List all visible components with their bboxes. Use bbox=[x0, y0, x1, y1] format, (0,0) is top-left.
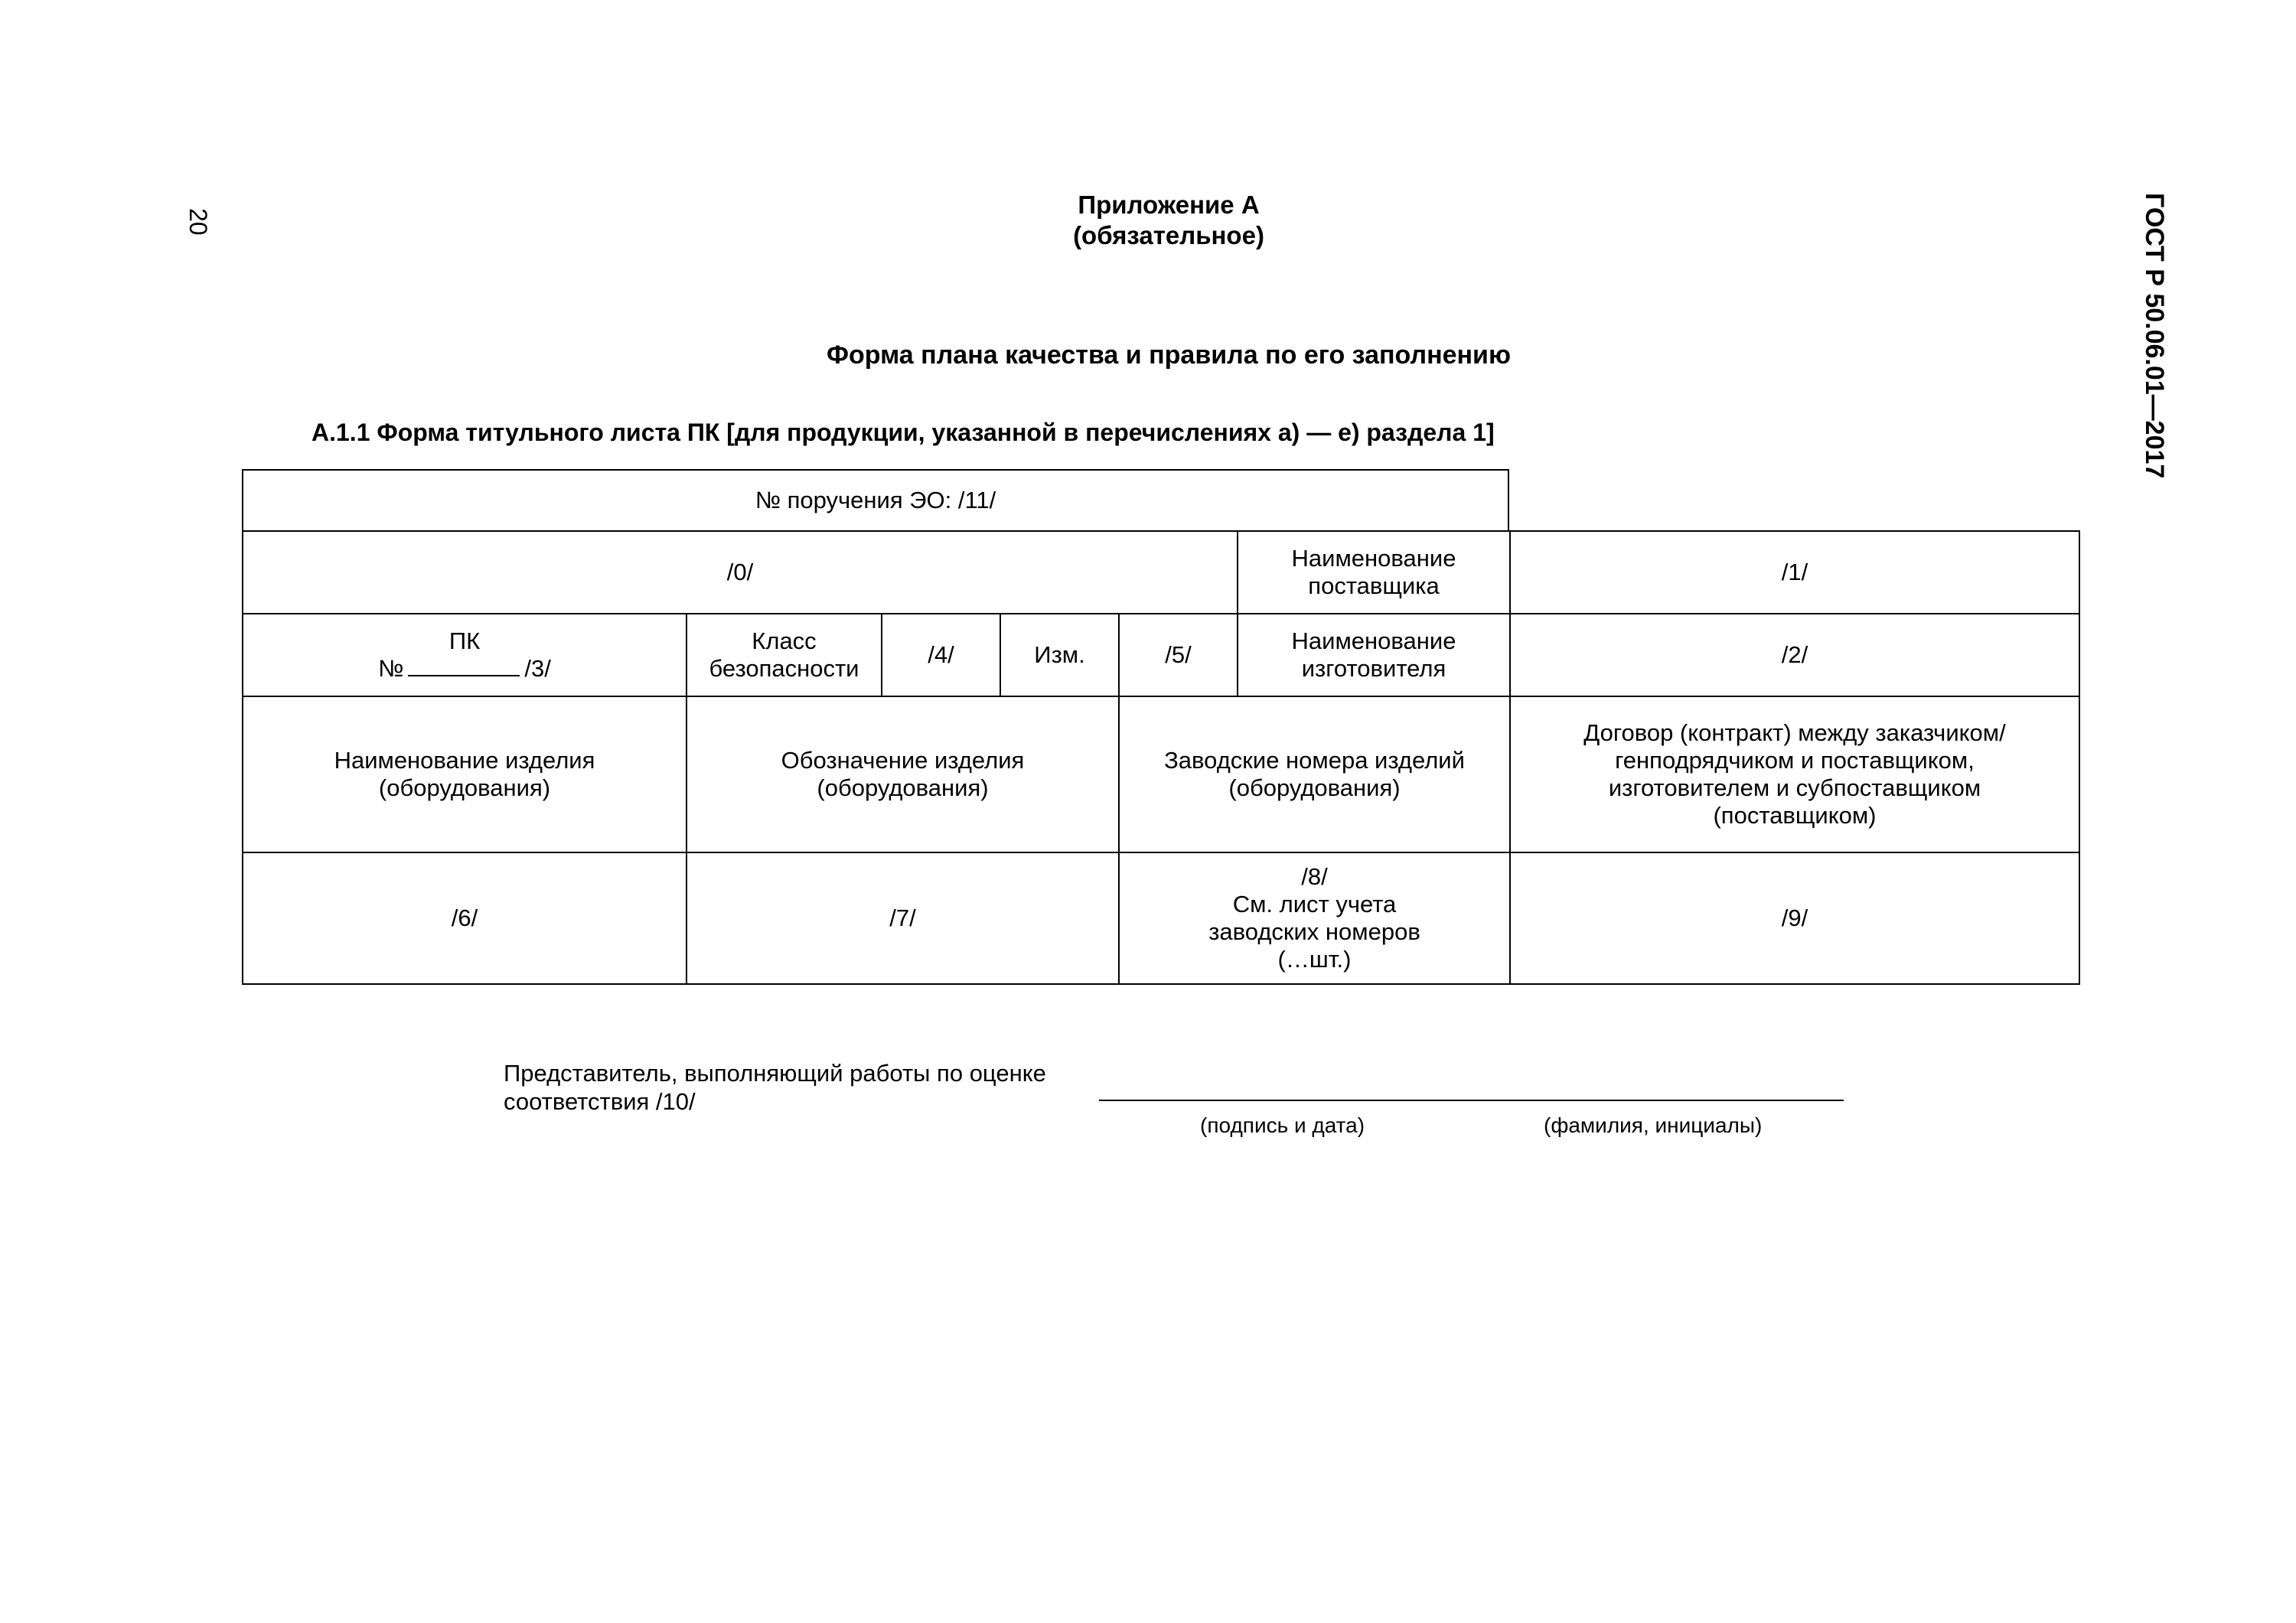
pk-number-sign: № bbox=[378, 655, 404, 682]
safety-class-label-line-1: Класс bbox=[752, 627, 817, 654]
item-name-header-line-1: Наименование изделия bbox=[334, 747, 595, 774]
field-4: /4/ bbox=[928, 641, 954, 668]
serial-numbers-header-line-1: Заводские номера изделий bbox=[1164, 747, 1465, 774]
manufacturer-label-line-2: изготовителя bbox=[1301, 655, 1446, 682]
signature-caption: (подпись и дата) bbox=[1200, 1113, 1365, 1137]
appendix-title: Приложение А bbox=[1078, 191, 1260, 219]
manufacturer-label-line-1: Наименование bbox=[1291, 627, 1456, 654]
safety-class-label-line-2: безопасности bbox=[709, 655, 859, 682]
appendix-note: (обязательное) bbox=[1073, 221, 1264, 249]
representative-label-line-1: Представитель, выполняющий работы по оценке bbox=[504, 1060, 1046, 1087]
contract-header bbox=[1509, 696, 2080, 853]
pk-number-line bbox=[378, 655, 551, 683]
supplier-label-line-1: Наименование bbox=[1291, 545, 1456, 572]
item-name-header bbox=[242, 696, 687, 853]
field-0-cell bbox=[242, 530, 1238, 614]
main-title: Форма плана качества и правила по его заполнению bbox=[827, 341, 1511, 370]
field-1: /1/ bbox=[1781, 559, 1808, 585]
representative-label-line-2: соответствия /10/ bbox=[504, 1088, 696, 1115]
section-title: А.1.1 Форма титульного листа ПК [для продукции, указанной в перечислениях а) — е) раздела 1] bbox=[311, 419, 1495, 446]
pk-label: ПК bbox=[448, 627, 481, 654]
contract-header-line-1: Договор (контракт) между заказчиком/ bbox=[1583, 719, 2006, 746]
pk-number-blank bbox=[408, 655, 520, 676]
page-number: 20 bbox=[184, 208, 212, 236]
field-6: /6/ bbox=[451, 904, 478, 931]
contract-header-line-3: изготовителем и субпоставщиком bbox=[1608, 774, 1981, 801]
field-7: /7/ bbox=[889, 904, 916, 931]
field-8: /8/ bbox=[1301, 863, 1328, 890]
contract-header-line-4: (поставщиком) bbox=[1713, 802, 1877, 829]
field-9: /9/ bbox=[1781, 904, 1808, 931]
name-caption: (фамилия, инициалы) bbox=[1544, 1113, 1763, 1137]
appendix-heading bbox=[0, 190, 2296, 251]
order-number-text: № поручения ЭО: /11/ bbox=[755, 487, 996, 513]
serial-numbers-header-line-2: (оборудования) bbox=[1228, 774, 1401, 801]
supplier-label-line-2: поставщика bbox=[1308, 572, 1440, 599]
supplier-label-cell bbox=[1237, 530, 1511, 614]
serial-note-line-3: (…шт.) bbox=[1277, 946, 1352, 973]
contract-header-line-2: генподрядчиком и поставщиком, bbox=[1615, 747, 1975, 774]
representative-label bbox=[504, 1059, 1046, 1116]
item-designation-header bbox=[686, 696, 1120, 853]
serial-numbers-header bbox=[1118, 696, 1511, 853]
field-6-cell bbox=[242, 852, 687, 985]
field-5: /5/ bbox=[1165, 641, 1192, 668]
field-2: /2/ bbox=[1781, 641, 1808, 668]
safety-class-label-cell bbox=[686, 613, 882, 697]
field-5-cell bbox=[1118, 613, 1238, 697]
field-8-cell bbox=[1118, 852, 1511, 985]
item-designation-header-line-1: Обозначение изделия bbox=[781, 747, 1025, 774]
field-7-cell bbox=[686, 852, 1120, 985]
field-1-cell bbox=[1509, 530, 2080, 614]
revision-label-cell bbox=[1000, 613, 1120, 697]
signature-line bbox=[1099, 1100, 1844, 1101]
field-2-cell bbox=[1509, 613, 2080, 697]
field-3: /3/ bbox=[524, 655, 551, 682]
order-number-cell bbox=[242, 469, 1509, 532]
field-4-cell bbox=[881, 613, 1001, 697]
serial-note-line-1: См. лист учета bbox=[1232, 891, 1397, 917]
item-designation-header-line-2: (оборудования) bbox=[817, 774, 989, 801]
field-9-cell bbox=[1509, 852, 2080, 985]
revision-label: Изм. bbox=[1034, 641, 1085, 668]
item-name-header-line-2: (оборудования) bbox=[378, 774, 551, 801]
field-0: /0/ bbox=[726, 559, 754, 585]
pk-number-cell bbox=[242, 613, 687, 697]
manufacturer-label-cell bbox=[1237, 613, 1511, 697]
document-code: ГОСТ Р 50.06.01—2017 bbox=[2140, 193, 2169, 479]
serial-note-line-2: заводских номеров bbox=[1208, 918, 1420, 945]
